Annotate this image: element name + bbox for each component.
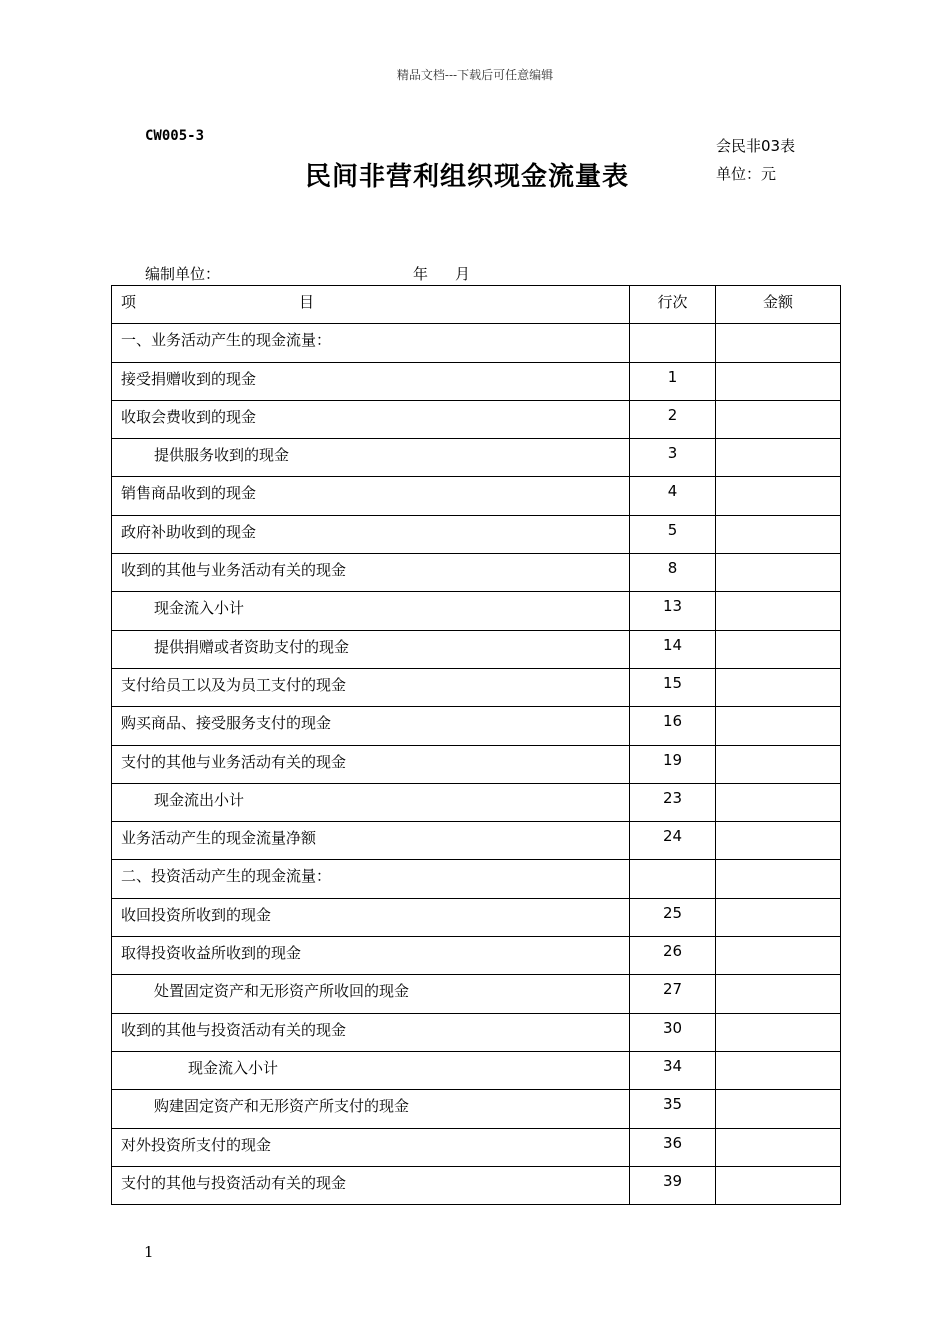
row-item: 二、投资活动产生的现金流量：: [112, 860, 630, 898]
table-header-row: [112, 286, 841, 324]
row-item: 现金流出小计: [112, 783, 630, 821]
table-body: [112, 286, 841, 1205]
document-title: 民间非营利组织现金流量表: [305, 162, 630, 192]
table-row: [112, 400, 841, 438]
row-item: 业务活动产生的现金流量净额: [112, 822, 630, 860]
row-amount-cell[interactable]: [716, 1166, 841, 1204]
table-row: [112, 898, 841, 936]
form-code: CW005-3: [145, 128, 205, 144]
row-line-number: 15: [630, 668, 716, 706]
row-item: 接受捐赠收到的现金: [112, 362, 630, 400]
table-row: [112, 592, 841, 630]
row-item: 提供捐赠或者资助支付的现金: [112, 630, 630, 668]
table-row: [112, 707, 841, 745]
compiler-label: 编制单位：: [145, 265, 221, 283]
row-item: 处置固定资产和无形资产所收回的现金: [112, 975, 630, 1013]
form-number: 会民非03表: [716, 137, 796, 155]
table-row: [112, 1013, 841, 1051]
row-item: 提供服务收到的现金: [112, 439, 630, 477]
row-item: 政府补助收到的现金: [112, 515, 630, 553]
row-item: 购买商品、接受服务支付的现金: [112, 707, 630, 745]
header-line: 行次: [630, 286, 716, 324]
row-amount-cell[interactable]: [716, 1128, 841, 1166]
row-amount-cell[interactable]: [716, 1051, 841, 1089]
header-amount: 金额: [716, 286, 841, 324]
row-amount-cell[interactable]: [716, 439, 841, 477]
row-line-number: 23: [630, 783, 716, 821]
month-label: 月: [455, 265, 471, 283]
row-item: 现金流入小计: [112, 592, 630, 630]
table-row: [112, 362, 841, 400]
year-label: 年: [413, 265, 429, 283]
header-item: [112, 286, 630, 324]
row-amount-cell[interactable]: [716, 668, 841, 706]
table-row: [112, 668, 841, 706]
table-row: [112, 515, 841, 553]
row-line-number: 35: [630, 1090, 716, 1128]
row-amount-cell[interactable]: [716, 937, 841, 975]
row-line-number: [630, 860, 716, 898]
row-line-number: 24: [630, 822, 716, 860]
row-amount-cell[interactable]: [716, 400, 841, 438]
table-row: [112, 477, 841, 515]
row-line-number: 30: [630, 1013, 716, 1051]
row-line-number: 26: [630, 937, 716, 975]
table-row: [112, 1166, 841, 1204]
row-amount-cell[interactable]: [716, 975, 841, 1013]
row-item: 取得投资收益所收到的现金: [112, 937, 630, 975]
header-note: 精品文档---下载后可任意编辑: [396, 68, 554, 82]
row-line-number: 5: [630, 515, 716, 553]
header-item-part1: 项: [121, 293, 137, 311]
row-item: 销售商品收到的现金: [112, 477, 630, 515]
row-item: 一、业务活动产生的现金流量：: [112, 324, 630, 362]
table-row: [112, 745, 841, 783]
row-amount-cell[interactable]: [716, 1090, 841, 1128]
row-line-number: 36: [630, 1128, 716, 1166]
row-item: 收回投资所收到的现金: [112, 898, 630, 936]
row-line-number: 4: [630, 477, 716, 515]
row-line-number: 3: [630, 439, 716, 477]
row-line-number: 19: [630, 745, 716, 783]
row-item: 收到的其他与业务活动有关的现金: [112, 554, 630, 592]
row-amount-cell[interactable]: [716, 630, 841, 668]
row-item: 对外投资所支付的现金: [112, 1128, 630, 1166]
row-line-number: 25: [630, 898, 716, 936]
table-row: [112, 1051, 841, 1089]
row-item: 现金流入小计: [112, 1051, 630, 1089]
unit-label: 单位：元: [716, 165, 777, 183]
table-row: [112, 783, 841, 821]
row-line-number: 34: [630, 1051, 716, 1089]
table-row: [112, 439, 841, 477]
row-line-number: 2: [630, 400, 716, 438]
page-number: 1: [144, 1243, 154, 1261]
row-amount-cell[interactable]: [716, 515, 841, 553]
header-item-part2: 目: [299, 293, 315, 311]
cash-flow-table: [111, 285, 841, 1205]
row-amount-cell[interactable]: [716, 592, 841, 630]
table-row: [112, 1128, 841, 1166]
row-line-number: [630, 324, 716, 362]
row-amount-cell[interactable]: [716, 745, 841, 783]
row-amount-cell[interactable]: [716, 783, 841, 821]
row-line-number: 39: [630, 1166, 716, 1204]
row-amount-cell[interactable]: [716, 860, 841, 898]
compiler-row: [145, 263, 745, 284]
table-row: [112, 860, 841, 898]
row-item: 支付给员工以及为员工支付的现金: [112, 668, 630, 706]
table-row: [112, 1090, 841, 1128]
table-row: [112, 324, 841, 362]
row-amount-cell[interactable]: [716, 362, 841, 400]
row-amount-cell[interactable]: [716, 707, 841, 745]
row-line-number: 13: [630, 592, 716, 630]
table-row: [112, 822, 841, 860]
row-amount-cell[interactable]: [716, 324, 841, 362]
row-amount-cell[interactable]: [716, 554, 841, 592]
row-line-number: 16: [630, 707, 716, 745]
table-row: [112, 937, 841, 975]
row-line-number: 8: [630, 554, 716, 592]
row-line-number: 14: [630, 630, 716, 668]
row-line-number: 1: [630, 362, 716, 400]
row-item: 支付的其他与业务活动有关的现金: [112, 745, 630, 783]
row-item: 收到的其他与投资活动有关的现金: [112, 1013, 630, 1051]
row-line-number: 27: [630, 975, 716, 1013]
table-row: [112, 975, 841, 1013]
row-item: 购建固定资产和无形资产所支付的现金: [112, 1090, 630, 1128]
row-amount-cell[interactable]: [716, 477, 841, 515]
row-amount-cell[interactable]: [716, 898, 841, 936]
table-row: [112, 554, 841, 592]
table-row: [112, 630, 841, 668]
row-amount-cell[interactable]: [716, 822, 841, 860]
row-item: 支付的其他与投资活动有关的现金: [112, 1166, 630, 1204]
row-amount-cell[interactable]: [716, 1013, 841, 1051]
row-item: 收取会费收到的现金: [112, 400, 630, 438]
